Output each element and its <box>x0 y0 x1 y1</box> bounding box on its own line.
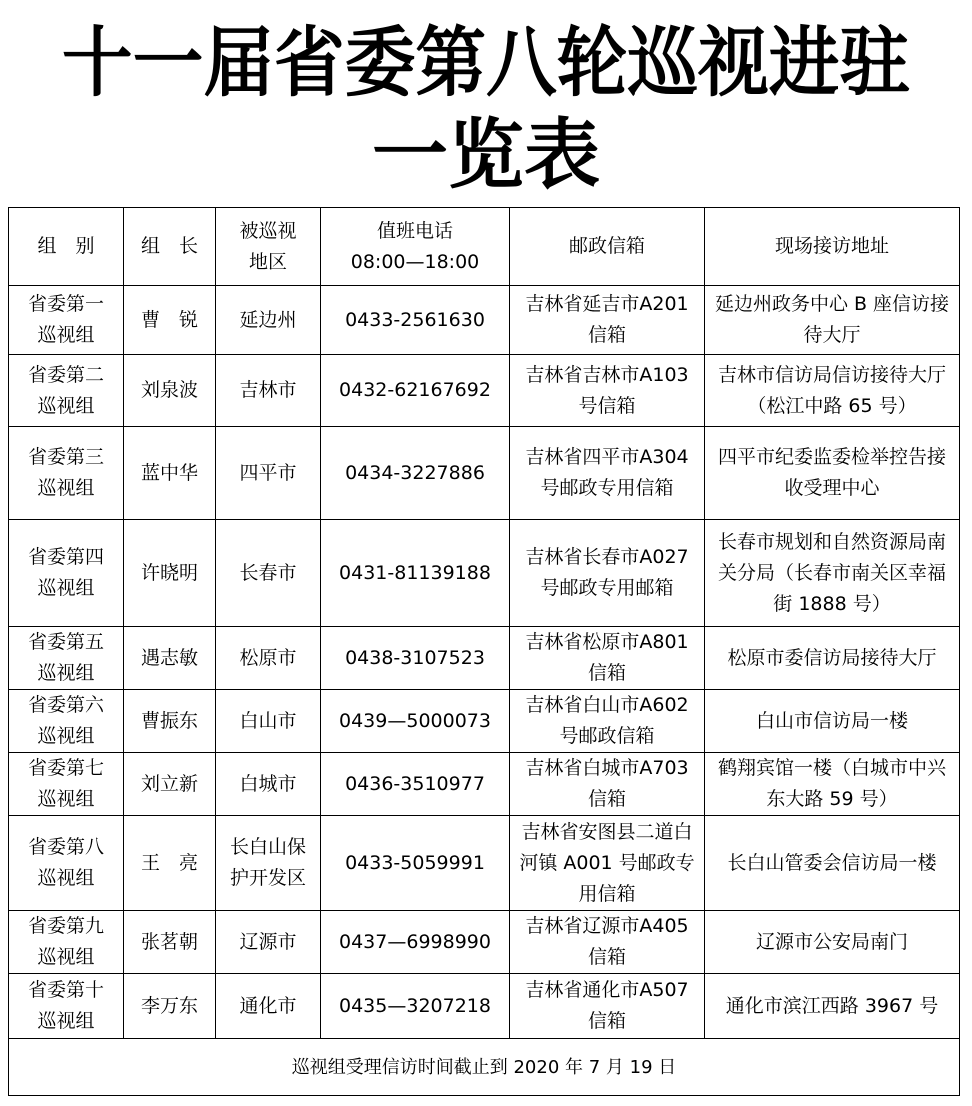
cell-group: 省委第八 巡视组 <box>9 816 124 911</box>
table-row <box>9 816 960 911</box>
cell-mailbox: 吉林省吉林市A103 号信箱 <box>510 355 705 427</box>
header-group <box>9 208 124 286</box>
cell-region: 长白山保 护开发区 <box>216 816 321 911</box>
cell-mailbox: 吉林省通化市A507 信箱 <box>510 974 705 1039</box>
header-leader <box>124 208 216 286</box>
header-phone <box>321 208 510 286</box>
cell-group: 省委第七 巡视组 <box>9 753 124 816</box>
cell-leader: 曹 锐 <box>124 286 216 355</box>
cell-phone: 0433-5059991 <box>321 816 510 911</box>
cell-region: 白山市 <box>216 690 321 753</box>
cell-phone: 0436-3510977 <box>321 753 510 816</box>
cell-leader: 遇志敏 <box>124 627 216 690</box>
cell-mailbox: 吉林省长春市A027 号邮政专用邮箱 <box>510 520 705 627</box>
table-row <box>9 911 960 974</box>
cell-phone: 0432-62167692 <box>321 355 510 427</box>
cell-group: 省委第四 巡视组 <box>9 520 124 627</box>
cell-mailbox: 吉林省松原市A801 信箱 <box>510 627 705 690</box>
table-row <box>9 355 960 427</box>
cell-region: 吉林市 <box>216 355 321 427</box>
cell-phone: 0439—5000073 <box>321 690 510 753</box>
cell-leader: 张茗朝 <box>124 911 216 974</box>
cell-address: 长春市规划和自然资源局南关分局（长春市南关区幸福街 1888 号） <box>705 520 960 627</box>
cell-address: 四平市纪委监委检举控告接收受理中心 <box>705 427 960 520</box>
header-label: 邮政信箱 <box>568 235 645 257</box>
cell-mailbox: 吉林省白山市A602 号邮政信箱 <box>510 690 705 753</box>
cell-region: 延边州 <box>216 286 321 355</box>
table-row <box>9 753 960 816</box>
cell-group: 省委第六 巡视组 <box>9 690 124 753</box>
cell-address: 白山市信访局一楼 <box>705 690 960 753</box>
cell-phone: 0431-81139188 <box>321 520 510 627</box>
cell-group: 省委第五 巡视组 <box>9 627 124 690</box>
header-label: 组 别 <box>37 235 95 257</box>
footer-note: 巡视组受理信访时间截止到 2020 年 7 月 19 日 <box>9 1039 960 1096</box>
header-label: 被巡视 地区 <box>239 219 297 273</box>
cell-leader: 王 亮 <box>124 816 216 911</box>
cell-leader: 刘立新 <box>124 753 216 816</box>
cell-phone: 0438-3107523 <box>321 627 510 690</box>
cell-group: 省委第一 巡视组 <box>9 286 124 355</box>
cell-address: 鹤翔宾馆一楼（白城市中兴东大路 59 号） <box>705 753 960 816</box>
cell-address: 长白山管委会信访局一楼 <box>705 816 960 911</box>
cell-address: 吉林市信访局信访接待大厅（松江中路 65 号） <box>705 355 960 427</box>
cell-phone: 0433-2561630 <box>321 286 510 355</box>
page-title: 十一届省委第八轮巡视进驻 <box>61 18 911 107</box>
footer-row <box>9 1039 960 1096</box>
cell-phone: 0437—6998990 <box>321 911 510 974</box>
cell-phone: 0434-3227886 <box>321 427 510 520</box>
inspection-table <box>8 207 960 1096</box>
table-header-row <box>9 208 960 286</box>
header-label: 现场接访地址 <box>774 235 889 257</box>
table-row <box>9 974 960 1039</box>
cell-region: 松原市 <box>216 627 321 690</box>
cell-address: 松原市委信访局接待大厅 <box>705 627 960 690</box>
cell-mailbox: 吉林省延吉市A201 信箱 <box>510 286 705 355</box>
cell-group: 省委第二 巡视组 <box>9 355 124 427</box>
table-row <box>9 690 960 753</box>
cell-group: 省委第十 巡视组 <box>9 974 124 1039</box>
cell-mailbox: 吉林省安图县二道白河镇 A001 号邮政专用信箱 <box>510 816 705 911</box>
cell-mailbox: 吉林省四平市A304 号邮政专用信箱 <box>510 427 705 520</box>
cell-address: 辽源市公安局南门 <box>705 911 960 974</box>
cell-mailbox: 吉林省辽源市A405 信箱 <box>510 911 705 974</box>
cell-leader: 李万东 <box>124 974 216 1039</box>
cell-phone: 0435—3207218 <box>321 974 510 1039</box>
table-row <box>9 286 960 355</box>
page-title-line2: 一览表 <box>372 110 600 199</box>
cell-leader: 蓝中华 <box>124 427 216 520</box>
header-address <box>705 208 960 286</box>
table-row <box>9 427 960 520</box>
header-label: 值班电话 08:00—18:00 <box>350 219 480 273</box>
header-label: 组 长 <box>140 235 198 257</box>
cell-address: 通化市滨江西路 3967 号 <box>705 974 960 1039</box>
cell-region: 辽源市 <box>216 911 321 974</box>
cell-leader: 许晓明 <box>124 520 216 627</box>
cell-leader: 刘泉波 <box>124 355 216 427</box>
cell-mailbox: 吉林省白城市A703 信箱 <box>510 753 705 816</box>
header-region <box>216 208 321 286</box>
cell-region: 四平市 <box>216 427 321 520</box>
table-row <box>9 627 960 690</box>
cell-region: 通化市 <box>216 974 321 1039</box>
cell-region: 长春市 <box>216 520 321 627</box>
header-mailbox <box>510 208 705 286</box>
cell-group: 省委第九 巡视组 <box>9 911 124 974</box>
cell-group: 省委第三 巡视组 <box>9 427 124 520</box>
cell-address: 延边州政务中心 B 座信访接待大厅 <box>705 286 960 355</box>
cell-region: 白城市 <box>216 753 321 816</box>
cell-leader: 曹振东 <box>124 690 216 753</box>
table-row <box>9 520 960 627</box>
